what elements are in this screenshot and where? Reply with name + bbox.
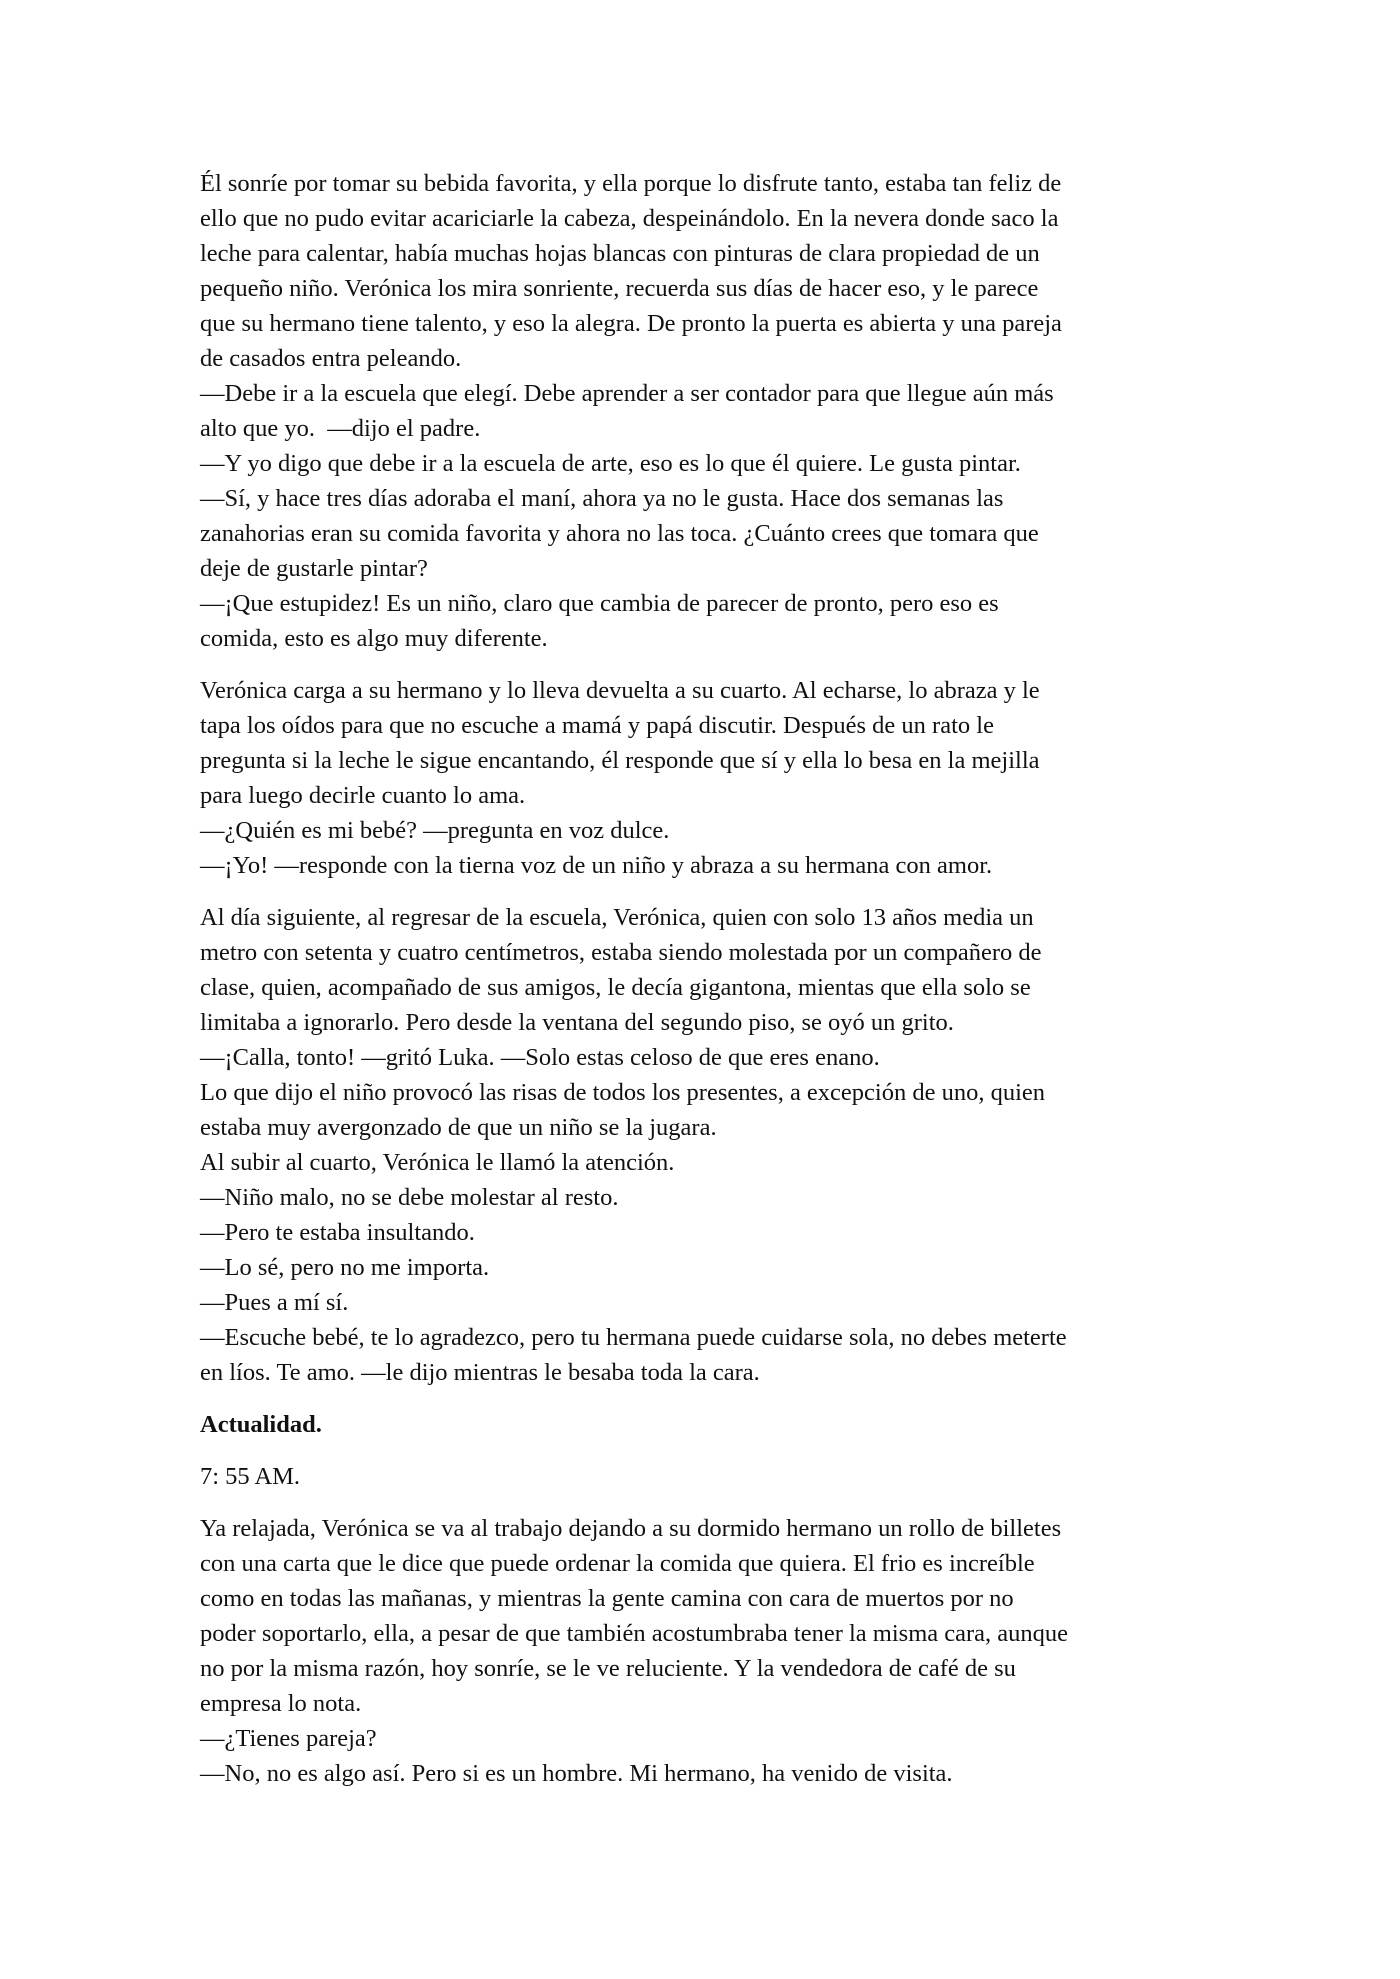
text-line: comida, esto es algo muy diferente. [200,625,548,652]
text-line: —¡Calla, tonto! —gritó Luka. —Solo estas celoso de que eres enano. [200,1044,880,1071]
text-line: metro con setenta y cuatro centímetros, estaba siendo molestada por un compañero de [200,939,1042,966]
text-line: limitaba a ignorarlo. Pero desde la ventana del segundo piso, se oyó un grito. [200,1009,954,1036]
text-line: de casados entra peleando. [200,345,462,372]
text-line: estaba muy avergonzado de que un niño se la jugara. [200,1114,717,1141]
text-line: —Debe ir a la escuela que elegí. Debe aprender a ser contador para que llegue aún más [200,380,1054,407]
paragraph-kitchen-scene [200,166,1200,656]
text-line: en líos. Te amo. —le dijo mientras le besaba toda la cara. [200,1359,760,1386]
text-line: como en todas las mañanas, y mientras la gente camina con cara de muertos por no [200,1585,1014,1612]
text-line: Al subir al cuarto, Verónica le llamó la atención. [200,1149,675,1176]
text-line: pregunta si la leche le sigue encantando, él responde que sí y ella lo besa en la mejilla [200,747,1040,774]
text-line: —No, no es algo así. Pero si es un hombre. Mi hermano, ha venido de visita. [200,1760,953,1787]
document-body [200,166,1200,1808]
paragraph-bedroom-scene [200,673,1200,883]
text-line: no por la misma razón, hoy sonríe, se le ve reluciente. Y la vendedora de café de su [200,1655,1016,1682]
text-line: —¡Yo! —responde con la tierna voz de un niño y abraza a su hermana con amor. [200,852,993,879]
text-line: —Sí, y hace tres días adoraba el maní, ahora ya no le gusta. Hace dos semanas las [200,485,1004,512]
time-stamp: 7: 55 AM. [200,1463,301,1490]
paragraph-work-scene [200,1511,1200,1791]
text-line: Ya relajada, Verónica se va al trabajo dejando a su dormido hermano un rollo de billetes [200,1515,1062,1542]
text-line: Él sonríe por tomar su bebida favorita, y ella porque lo disfrute tanto, estaba tan feliz de [200,170,1062,197]
text-line: para luego decirle cuanto lo ama. [200,782,526,809]
section-heading: Actualidad. [200,1411,322,1438]
text-line: tapa los oídos para que no escuche a mamá y papá discutir. Después de un rato le [200,712,994,739]
text-line: deje de gustarle pintar? [200,555,428,582]
text-line: —Lo sé, pero no me importa. [200,1254,490,1281]
text-line: que su hermano tiene talento, y eso la alegra. De pronto la puerta es abierta y una pareja [200,310,1062,337]
text-line: con una carta que le dice que puede ordenar la comida que quiera. El frio es increíble [200,1550,1035,1577]
text-line: clase, quien, acompañado de sus amigos, le decía gigantona, mientas que ella solo se [200,974,1031,1001]
text-line: leche para calentar, había muchas hojas blancas con pinturas de clara propiedad de un [200,240,1040,267]
text-line: —¿Tienes pareja? [200,1725,377,1752]
text-line: —Pues a mí sí. [200,1289,349,1316]
text-line: Verónica carga a su hermano y lo lleva devuelta a su cuarto. Al echarse, lo abraza y le [200,677,1040,704]
text-line: empresa lo nota. [200,1690,362,1717]
text-line: —¡Que estupidez! Es un niño, claro que cambia de parecer de pronto, pero eso es [200,590,999,617]
paragraph-school-scene [200,900,1200,1390]
text-line: —¿Quién es mi bebé? —pregunta en voz dulce. [200,817,670,844]
text-line: poder soportarlo, ella, a pesar de que también acostumbraba tener la misma cara, aunque [200,1620,1069,1647]
text-line: Lo que dijo el niño provocó las risas de todos los presentes, a excepción de uno, quien [200,1079,1046,1106]
text-line: —Niño malo, no se debe molestar al resto. [200,1184,619,1211]
text-line: —Y yo digo que debe ir a la escuela de arte, eso es lo que él quiere. Le gusta pintar. [200,450,1021,477]
text-line: —Escuche bebé, te lo agradezco, pero tu hermana puede cuidarse sola, no debes meterte [200,1324,1067,1351]
text-line: Al día siguiente, al regresar de la escuela, Verónica, quien con solo 13 años media un [200,904,1034,931]
text-line: —Pero te estaba insultando. [200,1219,475,1246]
text-line: alto que yo. —dijo el padre. [200,415,481,442]
text-line: pequeño niño. Verónica los mira sonriente, recuerda sus días de hacer eso, y le parece [200,275,1039,302]
text-line: ello que no pudo evitar acariciarle la cabeza, despeinándolo. En la nevera donde saco la [200,205,1059,232]
text-line: zanahorias eran su comida favorita y ahora no las toca. ¿Cuánto crees que tomara que [200,520,1039,547]
